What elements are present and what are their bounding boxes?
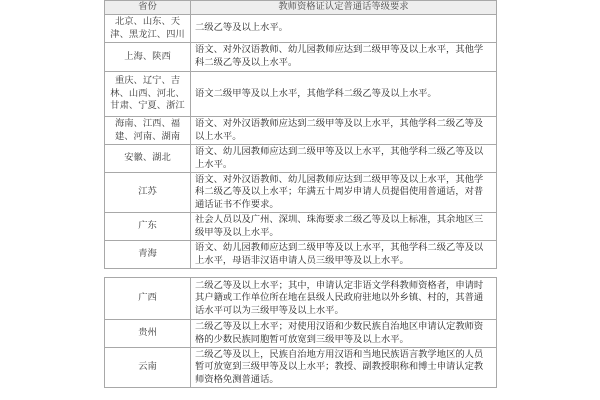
province-cell: 安徽、湖北 [105,145,191,173]
requirement-cell: 语文、对外汉语教师、幼儿园教师应达到二级甲等及以上水平，其他学科二级乙等及以上水平；年满五十周岁申请人员提倡使用普通话，对普通话证书不作要求。 [191,173,497,213]
requirement-cell: 二级乙等及以上水平。 [191,15,497,43]
header-province: 省份 [105,1,191,15]
requirement-cell: 二级乙等及以上，民族自治地方用汉语和当地民族语言教学地区的人员暂可放宽到三级甲等及以上水平；教授、副教授职称和博士申请认定教师资格免测普通话。 [191,348,497,388]
table-row [105,43,497,72]
requirement-cell: 二级乙等及以上水平；对使用汉语和少数民族自治地区申请认定教师资格的少数民族同胞暂可放宽到三级甲等及以上水平。 [191,320,497,348]
table-gap [105,269,497,278]
province-cell: 贵州 [105,320,191,348]
table-row [105,278,497,320]
table-row [105,15,497,43]
header-requirement: 教师资格证认定普通话等级要求 [191,1,497,15]
table-header-row [105,1,497,15]
table-row [105,241,497,269]
table-row [105,320,497,348]
province-cell: 青海 [105,241,191,269]
table-row [105,145,497,173]
table-row [105,173,497,213]
requirements-table-container [104,0,496,388]
table-row [105,117,497,145]
table-row [105,348,497,388]
province-cell: 广东 [105,213,191,241]
province-cell: 江苏 [105,173,191,213]
table-row [105,213,497,241]
requirements-table [104,0,497,388]
requirement-cell: 二级乙等及以上水平；其中，申请认定非语文学科教师资格者，申请时其户籍或工作单位所在地在县级人民政府驻地以外乡镇、村的，其普通话水平可以为三级甲等及以上水平。 [191,278,497,320]
province-cell: 海南、江西、福建、河南、湖南 [105,117,191,145]
requirement-cell: 语文、对外汉语教师、幼儿园教师应达到二级甲等及以上水平，其他学科二级乙等及以上水平。 [191,43,497,72]
requirement-cell: 社会人员以及广州、深圳、珠海要求二级乙等及以上标准，其余地区三级甲等及以上水平。 [191,213,497,241]
province-cell: 重庆、辽宁、吉林、山西、河北、甘肃、宁夏、浙江 [105,72,191,117]
requirement-cell: 语文、幼儿园教师应达到二级甲等及以上水平，其他学科二级乙等及以上水平，母语非汉语申请人员三级甲等及以上水平。 [191,241,497,269]
table-row [105,72,497,117]
requirement-cell: 语文、对外汉语教师应达到二级甲等及以上水平，其他学科二级乙等及以上水平。 [191,117,497,145]
requirement-cell: 语文、幼儿园教师应达到二级甲等及以上水平，其他学科二级乙等及以上水平。 [191,145,497,173]
province-cell: 云南 [105,348,191,388]
province-cell: 北京、山东、天津、黑龙江、四川 [105,15,191,43]
province-cell: 广西 [105,278,191,320]
requirement-cell: 语文二级甲等及以上水平，其他学科二级乙等及以上水平。 [191,72,497,117]
province-cell: 上海、陕西 [105,43,191,72]
